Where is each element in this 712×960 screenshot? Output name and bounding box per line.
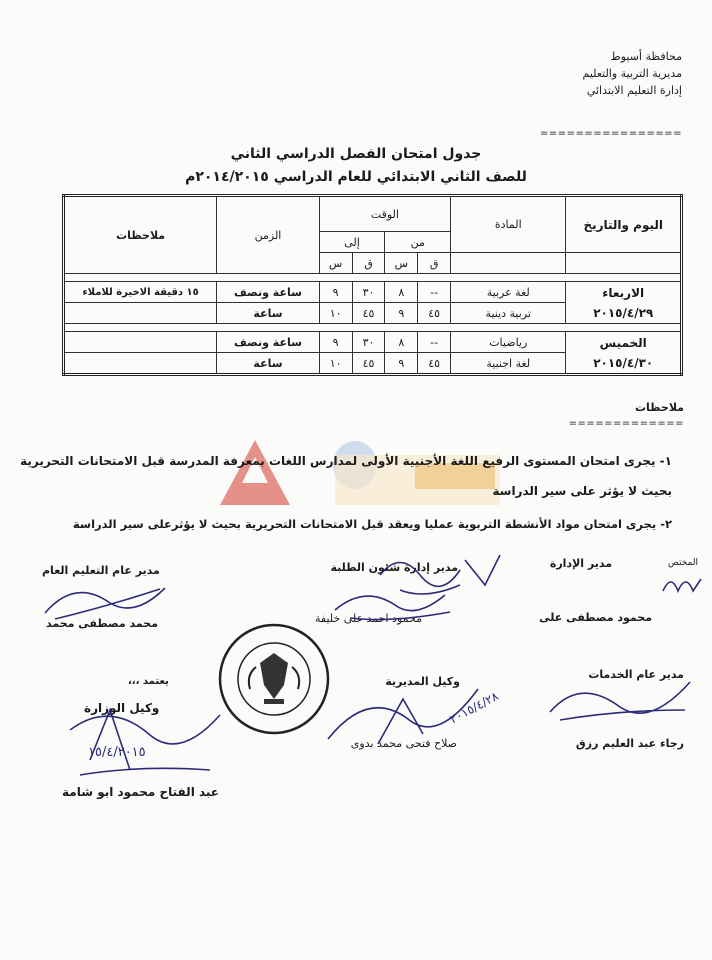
- table-row: [64, 332, 682, 353]
- header-to-q: ق: [352, 253, 385, 274]
- signature-scribble-student-affairs: [330, 580, 470, 625]
- services-name: رجاء عبد العليم رزق: [575, 737, 684, 750]
- signature-scribble-general-ed: [40, 575, 170, 625]
- row2-duration1: ساعة ونصف: [217, 332, 319, 353]
- row2-date: ٢٠١٥/٤/٣٠: [593, 355, 654, 370]
- notes-heading: ملاحظات: [635, 401, 684, 414]
- row2-note2: [64, 353, 217, 375]
- directorate-deputy-title: وكيل المديرية: [385, 675, 460, 688]
- row1-note1: ١٥ دقيقة الاخيرة للاملاء: [64, 282, 217, 303]
- directorate-deputy-name: صلاح فتحى محمد بدوى: [350, 737, 457, 750]
- schedule-subtitle: للصف الثاني الابتدائي للعام الدراسي ٢٠١٤/٢٠١٥م: [185, 169, 527, 185]
- row2-from-s2: ٩: [385, 353, 418, 375]
- row2-to-q1: ٣٠: [352, 332, 385, 353]
- row2-from-q1: --: [418, 332, 451, 353]
- row1-to-q1: ٣٠: [352, 282, 385, 303]
- row1-date: ٢٠١٥/٤/٢٩: [593, 305, 654, 320]
- row2-to-s2: ١٠: [319, 353, 352, 375]
- document-header: [583, 48, 682, 99]
- exam-schedule-table: [62, 194, 683, 376]
- row1-to-s2: ١٠: [319, 303, 352, 324]
- row2-day-cell: [566, 332, 682, 375]
- row1-day: الاربعاء: [602, 285, 645, 300]
- header-spacer: [566, 253, 682, 274]
- row2-note1: [64, 332, 217, 353]
- watermark-logo: [215, 435, 505, 515]
- header-from-q: ق: [418, 253, 451, 274]
- header-subject: المادة: [451, 196, 566, 253]
- row2-subject2: لغة اجنبية: [451, 353, 566, 375]
- table-row: [64, 282, 682, 303]
- general-ed-title: مدير عام التعليم العام: [42, 564, 160, 577]
- directorate-label: مديرية التربية والتعليم: [582, 67, 682, 80]
- official-seal: [216, 621, 332, 737]
- row2-to-q2: ٤٥: [352, 353, 385, 375]
- table-gap: [64, 324, 682, 332]
- signature-scribble-services: [545, 672, 695, 732]
- services-title: مدير عام الخدمات: [588, 668, 684, 681]
- ministry-deputy-name: عبد الفتاح محمود ابو شامة: [62, 785, 220, 799]
- header-from-s: س: [385, 253, 418, 274]
- signature-scribble-specialist: [658, 566, 704, 600]
- row1-from-q2: ٤٥: [418, 303, 451, 324]
- table-gap: [64, 274, 682, 282]
- row2-day: الخميس: [599, 335, 647, 350]
- header-time: الوقت: [319, 196, 450, 232]
- specialist-label: المختص: [668, 558, 698, 568]
- row2-subject1: رياضيات: [451, 332, 566, 353]
- header-spacer: [451, 253, 566, 274]
- row1-to-q2: ٤٥: [352, 303, 385, 324]
- admin-manager-title: مدير الإدارة: [549, 557, 612, 570]
- row1-duration2: ساعة: [217, 303, 319, 324]
- general-ed-name: محمد مصطفى محمد: [46, 617, 159, 630]
- header-to-s: س: [319, 253, 352, 274]
- student-affairs-title: مدير إدارة شئون الطلبة: [330, 561, 458, 574]
- row2-from-s1: ٨: [385, 332, 418, 353]
- header-day-date: اليوم والتاريخ: [566, 196, 682, 253]
- row2-to-s1: ٩: [319, 332, 352, 353]
- approval-label: يعتمد ،،،: [128, 676, 169, 687]
- row1-from-q1: --: [418, 282, 451, 303]
- header-rule: ================: [539, 128, 682, 139]
- admin-manager-name: محمود مصطفى على: [539, 611, 652, 624]
- row1-from-s2: ٩: [385, 303, 418, 324]
- note-1-line-1: ١- يجرى امتحان المستوى الرفيع اللغة الأجنبية الأولى لمدارس اللغات بمعرفة المدرسة قبل الامتحانات التحريرية: [20, 454, 672, 468]
- notes-rule: =============: [568, 418, 684, 429]
- schedule-title: جدول امتحان الفصل الدراسي الثاني: [230, 146, 482, 162]
- signature-scribble-ministry: [60, 700, 230, 785]
- student-affairs-name: محمود احمد على خليفة: [314, 612, 422, 625]
- note-2: ٢- يجرى امتحان مواد الأنشطة التربوية عمليا ويعقد قبل الامتحانات التحريرية بحيث لا يؤثرعلى سير الدراسة: [72, 517, 672, 531]
- administration-label: إدارة التعليم الابتدائي: [586, 84, 682, 97]
- row2-duration2: ساعة: [217, 353, 319, 375]
- header-to: إلى: [319, 232, 385, 253]
- row1-subject1: لغة عربية: [451, 282, 566, 303]
- signature-scribble-directorate: [318, 684, 488, 754]
- row1-subject2: تربية دينية: [451, 303, 566, 324]
- row1-note2: [64, 303, 217, 324]
- governorate-label: محافظة أسيوط: [610, 50, 682, 63]
- header-notes: ملاحظات: [64, 196, 217, 274]
- row1-duration1: ساعة ونصف: [217, 282, 319, 303]
- header-from: من: [385, 232, 451, 253]
- row1-day-cell: [566, 282, 682, 324]
- header-duration: الزمن: [217, 196, 319, 274]
- row1-from-s1: ٨: [385, 282, 418, 303]
- handwritten-date-2: ٢٠١٥/٤/٢٨: [447, 689, 501, 727]
- ministry-deputy-title: وكيل الوزارة: [84, 701, 160, 715]
- handwritten-date-1: ١٥/٤/٢٠١٥: [88, 745, 146, 760]
- row2-from-q2: ٤٥: [418, 353, 451, 375]
- note-1-line-2: بحيث لا يؤثر على سير الدراسة: [492, 484, 672, 498]
- row1-to-s1: ٩: [319, 282, 352, 303]
